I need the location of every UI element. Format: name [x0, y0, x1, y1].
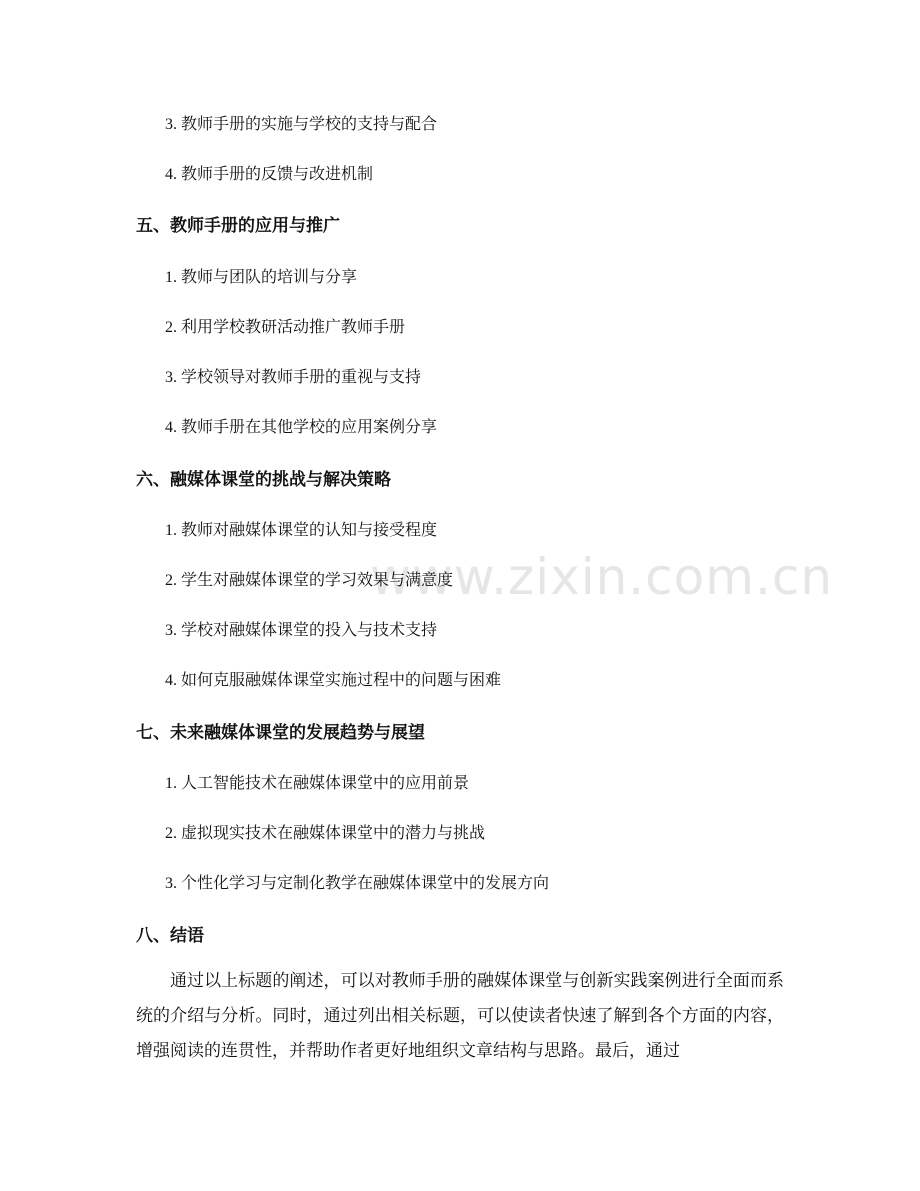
list-item: 3. 学校对融媒体课堂的投入与技术支持: [165, 622, 438, 639]
watermark: www.zixin.com.cn: [370, 548, 834, 606]
list-item: 4. 教师手册的反馈与改进机制: [165, 166, 374, 183]
conclusion-paragraph: 通过以上标题的阐述，可以对教师手册的融媒体课堂与创新实践案例进行全面而系统的介绍与分析。同时，通过列出相关标题，可以使读者快速了解到各个方面的内容，增强阅读的连贯性，并帮助作者更好地组织文章结构与思路。最后，通过: [136, 971, 784, 1060]
section-heading: 五、教师手册的应用与推广: [136, 216, 340, 236]
list-item: 4. 教师手册在其他学校的应用案例分享: [165, 419, 438, 436]
list-item: 2. 学生对融媒体课堂的学习效果与满意度: [165, 572, 454, 589]
list-item: 1. 教师与团队的培训与分享: [165, 269, 358, 286]
section-heading: 七、未来融媒体课堂的发展趋势与展望: [136, 723, 425, 743]
list-item: 2. 虚拟现实技术在融媒体课堂中的潜力与挑战: [165, 825, 486, 842]
section-heading: 六、融媒体课堂的挑战与解决策略: [136, 470, 391, 490]
section-heading: 八、结语: [136, 926, 204, 946]
list-item: 2. 利用学校教研活动推广教师手册: [165, 319, 406, 336]
list-item: 3. 教师手册的实施与学校的支持与配合: [165, 116, 438, 133]
list-item: 1. 教师对融媒体课堂的认知与接受程度: [165, 522, 438, 539]
list-item: 3. 学校领导对教师手册的重视与支持: [165, 369, 422, 386]
list-item: 3. 个性化学习与定制化教学在融媒体课堂中的发展方向: [165, 875, 550, 892]
list-item: 1. 人工智能技术在融媒体课堂中的应用前景: [165, 775, 470, 792]
list-item: 4. 如何克服融媒体课堂实施过程中的问题与困难: [165, 672, 502, 689]
